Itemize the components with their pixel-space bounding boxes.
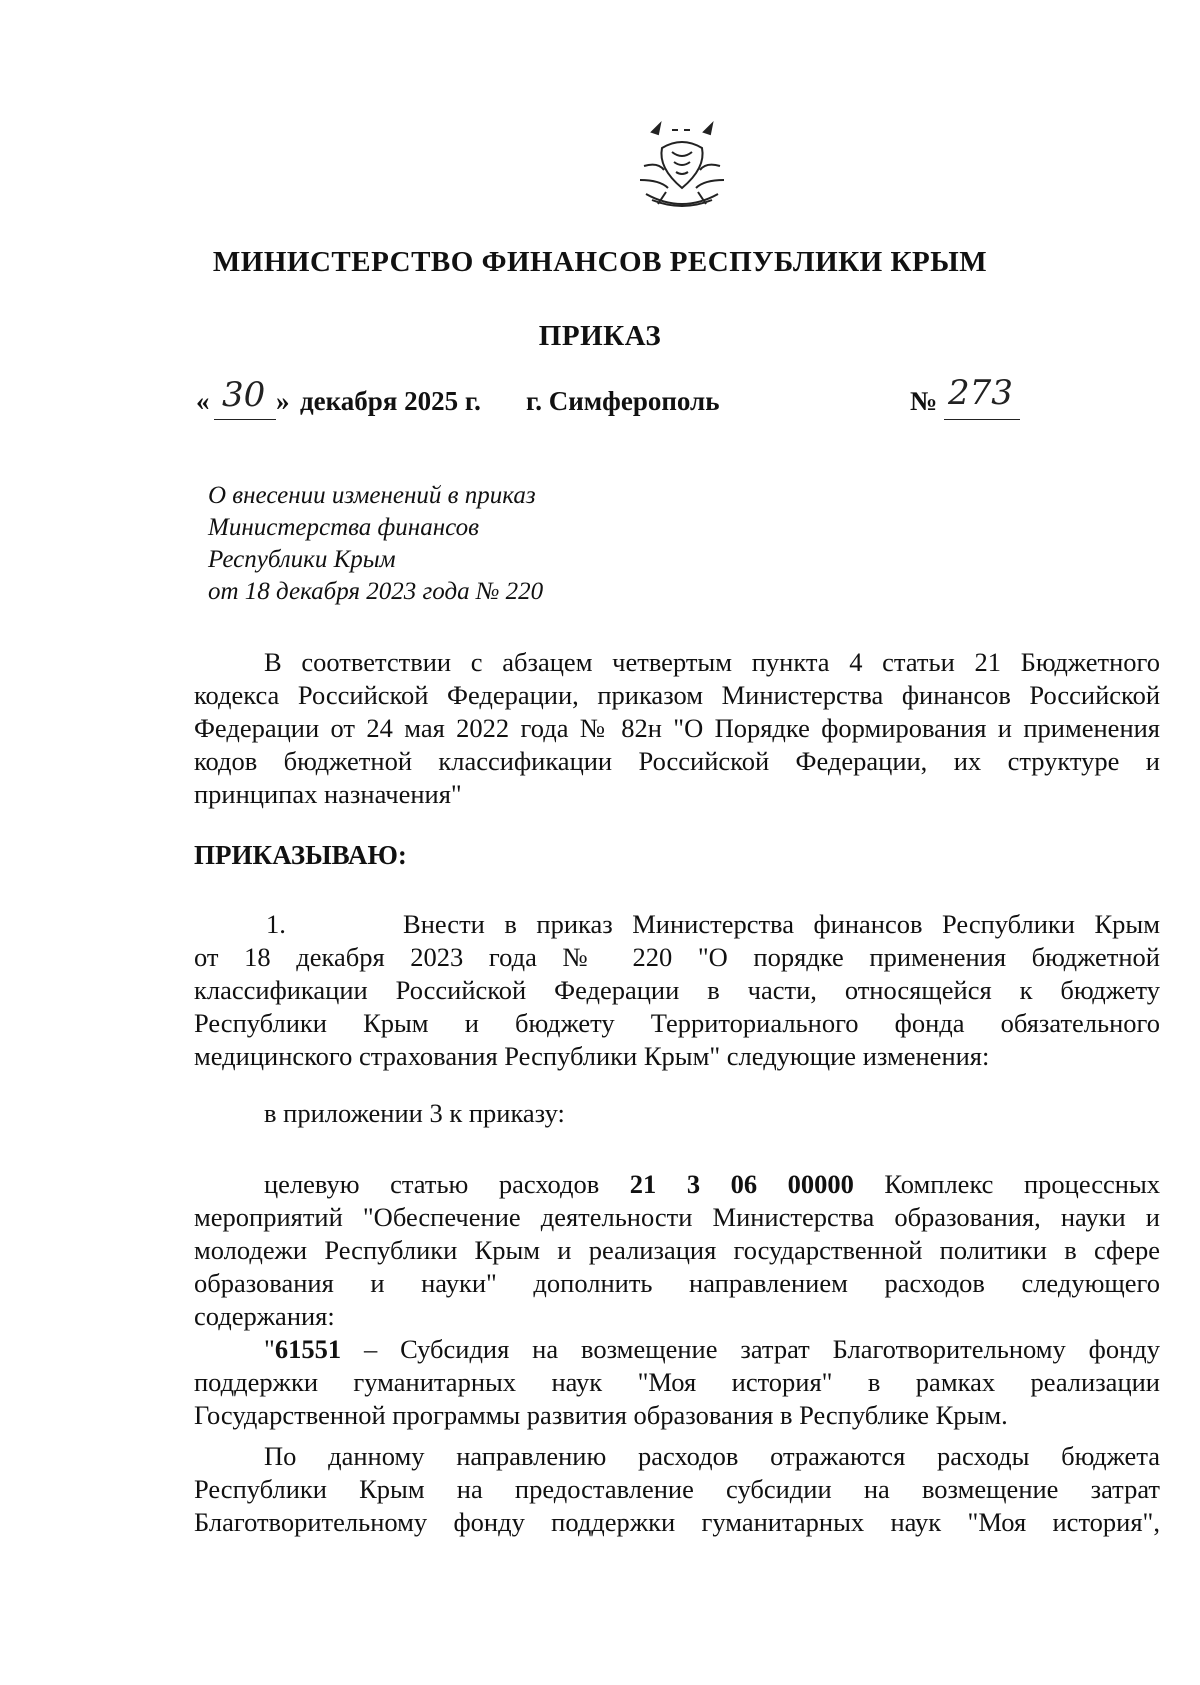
target-article-code: 21 3 06 00000 (629, 1169, 854, 1199)
date-open-quote: « (196, 386, 210, 416)
preamble-line: кодов бюджетной классификации Российской Федерации, их структуре и (194, 746, 1160, 776)
preamble (194, 646, 1160, 811)
city: г. Симферополь (526, 386, 720, 416)
target-article-line: мероприятий "Обеспечение деятельности Министерства образования, науки и (194, 1202, 1160, 1232)
item-line: классификации Российской Федерации в части, относящейся к бюджету (194, 975, 1160, 1005)
day-underline (214, 419, 276, 420)
document-number: 273 (948, 373, 1013, 413)
preamble-line: принципах назначения" (194, 779, 462, 809)
direction-line: поддержки гуманитарных наук "Моя история" в рамках реализации (194, 1367, 1160, 1397)
appendix-paragraph (194, 1097, 1160, 1130)
subject-line: О внесении изменений в приказ (208, 482, 536, 509)
date-day: 30 (222, 375, 266, 415)
expenses-line: Благотворительному фонду поддержки гуманитарных наук "Моя история", (194, 1507, 1160, 1537)
expenses-line: Республики Крым на предоставление субсидии на возмещение затрат (194, 1474, 1160, 1504)
target-article-tail: Комплекс процессных (884, 1169, 1160, 1199)
target-article-prefix: целевую статью расходов (264, 1169, 600, 1199)
expenses-paragraph (194, 1440, 1160, 1539)
ministry-title: МИНИСТЕРСТВО ФИНАНСОВ РЕСПУБЛИКИ КРЫМ (212, 246, 988, 278)
date-month-year: декабря 2025 г. (300, 386, 481, 416)
item-1 (194, 908, 1160, 1073)
expense-direction (194, 1333, 1160, 1432)
subject-line: Республики Крым (208, 546, 396, 573)
preamble-line: кодекса Российской Федерации, приказом Министерства финансов Российской (194, 680, 1160, 710)
item-text: Внести в приказ Министерства финансов Республики Крым (403, 909, 1160, 939)
expenses-line: По данному направлению расходов отражаются расходы бюджета (264, 1441, 1160, 1471)
target-article-line: молодежи Республики Крым и реализация государственной политики в сфере (194, 1235, 1160, 1265)
target-article-first-line (194, 1168, 1160, 1201)
document-type: ПРИКАЗ (538, 320, 662, 352)
coat-of-arms-icon (622, 118, 742, 216)
item-line: Республики Крым и бюджету Территориального фонда обязательного (194, 1008, 1160, 1038)
direction-quote: " (264, 1334, 275, 1364)
item-1-first-line (194, 908, 1160, 941)
document-subject (208, 480, 543, 608)
preamble-line: Федерации от 24 мая 2022 года № 82н "О Порядке формирования и применения (194, 713, 1160, 743)
item-line: медицинского страхования Республики Крым" следующие изменения: (194, 1041, 990, 1071)
date-close-quote: » (276, 386, 290, 416)
subject-line: Министерства финансов (208, 514, 479, 541)
appendix-line: в приложении 3 к приказу: (264, 1098, 565, 1128)
direction-line: Государственной программы развития образования в Республике Крым. (194, 1400, 1008, 1430)
number-underline (944, 419, 1020, 420)
direction-code: 61551 (274, 1334, 342, 1364)
direction-first-line (194, 1333, 1160, 1366)
item-line: от 18 декабря 2023 года № 220 "О порядке применения бюджетной (194, 942, 1160, 972)
target-article (194, 1168, 1160, 1333)
subject-line: от 18 декабря 2023 года № 220 (208, 578, 544, 605)
direction-tail: – Субсидия на возмещение затрат Благотворительному фонду (363, 1334, 1160, 1364)
target-article-line: содержания: (194, 1301, 335, 1331)
order-heading: ПРИКАЗЫВАЮ: (194, 840, 407, 870)
item-number: 1. (266, 909, 286, 939)
date-line (196, 373, 1116, 427)
preamble-line: В соответствии с абзацем четвертым пункта 4 статьи 21 Бюджетного (264, 647, 1160, 677)
number-sign: № (910, 386, 938, 416)
target-article-line: образования и науки" дополнить направлением расходов следующего (194, 1268, 1160, 1298)
